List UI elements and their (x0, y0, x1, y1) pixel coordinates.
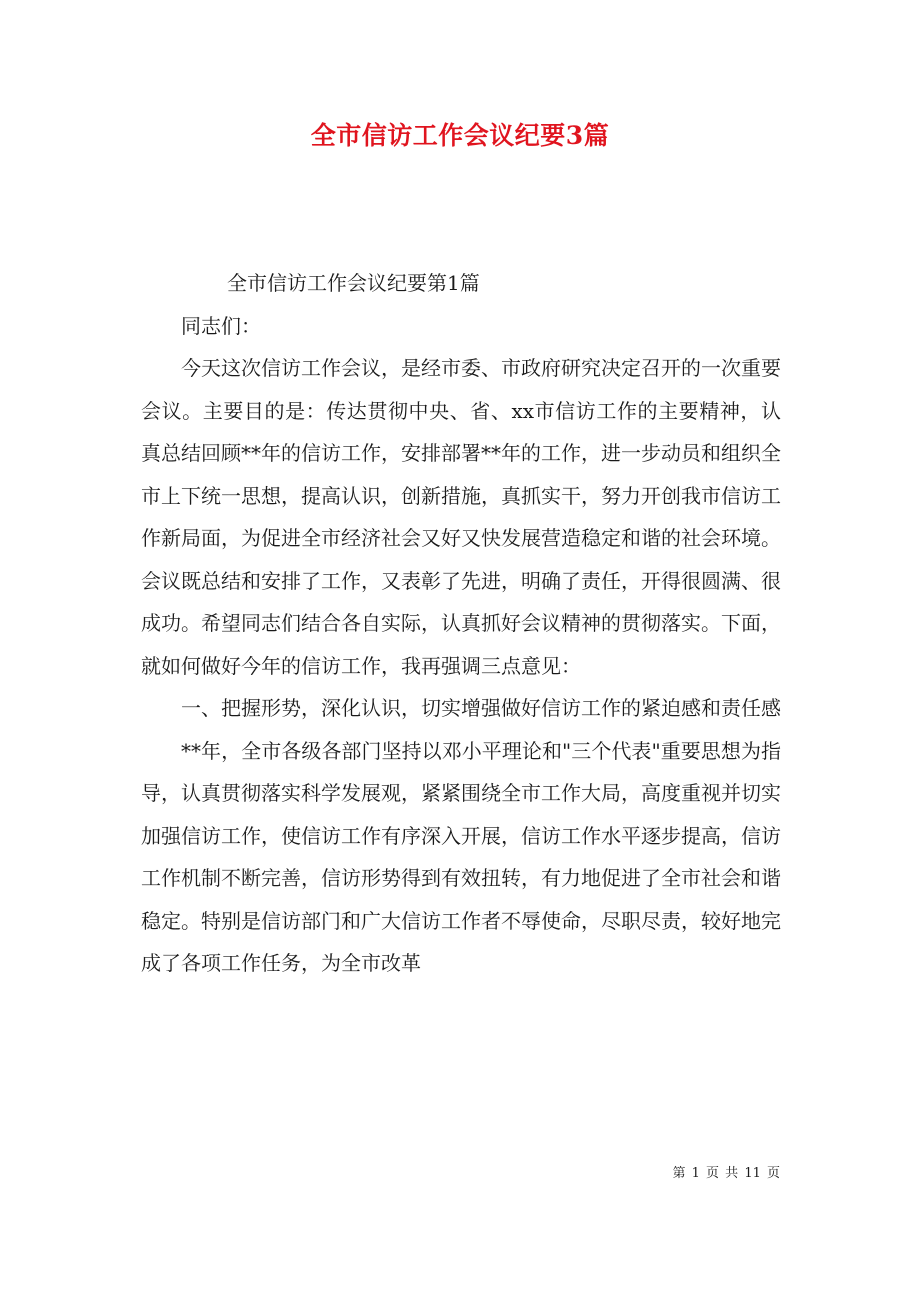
body-paragraph-3: **年，全市各级各部门坚持以邓小平理论和"三个代表"重要思想为指导，认真贯彻落实科学发展观，紧紧围绕全市工作大局，高度重视并切实加强信访工作，使信访工作有序深入开展，信访工作水平逐步提高，信访工作机制不断完善，信访形势得到有效扭转，有力地促进了全市社会和谐稳定。特别是信访部门和广大信访工作者不辱使命，尽职尽责，较好地完成了各项工作任务，为全市改革 (141, 738, 781, 975)
salutation: 同志们： (181, 313, 261, 338)
document-title: 全市信访工作会议纪要3篇 (310, 121, 610, 150)
body-paragraph-2: 一、把握形势，深化认识，切实增强做好信访工作的紧迫感和责任感 (181, 696, 781, 720)
page-number-footer: 第 1 页 共 11 页 (672, 1166, 780, 1181)
section-heading: 全市信访工作会议纪要第1篇 (227, 271, 480, 295)
document-body (141, 262, 781, 985)
body-paragraph-1: 今天这次信访工作会议，是经市委、市政府研究决定召开的一次重要会议。主要目的是：传达贯彻中央、省、xx市信访工作的主要精神，认真总结回顾**年的信访工作，安排部署**年的工作，进一步动员和组织全市上下统一思想，提高认识，创新措施，真抓实干，努力开创我市信访工作新局面，为促进全市经济社会又好又快发展营造稳定和谐的社会环境。会议既总结和安排了工作，又表彰了先进，明确了责任，开得很圆满、很成功。希望同志们结合各自实际，认真抓好会议精神的贯彻落实。下面，就如何做好今年的信访工作，我再强调三点意见： (141, 356, 781, 678)
